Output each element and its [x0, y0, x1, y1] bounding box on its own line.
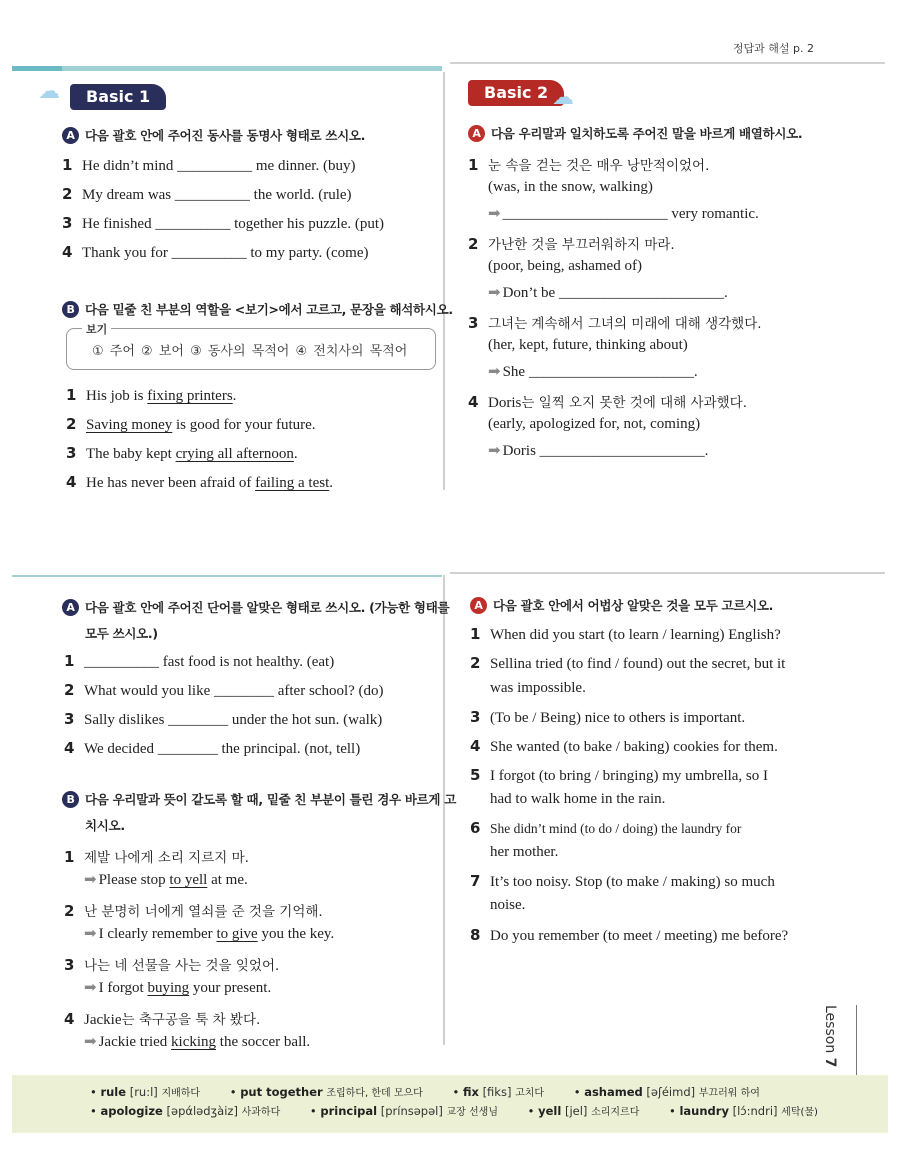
- basic1-a-item-2: 2 My dream was __________ the world. (rule): [62, 185, 352, 203]
- right-lower-rule: [450, 572, 885, 574]
- lower-left-b-item-1-ko: 1 제발 나에게 소리 지르지 마.: [64, 848, 249, 866]
- basic1-a-item-1: 1 He didn’t mind __________ me dinner. (buy): [62, 156, 356, 174]
- lower-left-a-item-3: 3 Sally dislikes ________ under the hot sun. (walk): [64, 710, 383, 728]
- lower-left-b-item-2-en: ➡ I clearly remember to give you the key.: [84, 924, 335, 942]
- section-letter: A: [62, 599, 79, 616]
- top-rule: [12, 66, 442, 71]
- basic2-item-2-answer: ➡ Don’t be ______________________.: [488, 283, 728, 301]
- basic2-item-4-hint: (early, apologized for, not, coming): [488, 416, 701, 432]
- lower-right-item-5: 5 I forgot (to bring / bringing) my umbrella, so I: [470, 766, 769, 784]
- basic2-item-3-hint: (her, kept, future, thinking about): [488, 337, 688, 353]
- vocab-item: • rule [ru:l] 지배하다: [90, 1085, 201, 1099]
- basic1-section-a-title: A 다음 괄호 안에 주어진 동사를 동명사 형태로 쓰시오.: [62, 126, 365, 144]
- lower-left-b-item-4-ko: 4 Jackie는 축구공을 툭 차 봤다.: [64, 1010, 261, 1028]
- lower-right-section-a-title: A 다음 괄호 안에서 어법상 알맞은 것을 모두 고르시오.: [470, 596, 773, 614]
- basic1-b-item-2: 2 Saving money is good for your future.: [66, 415, 316, 433]
- basic2-item-3-answer: ➡ She ______________________.: [488, 362, 698, 380]
- lower-right-item-4: 4 She wanted (to bake / baking) cookies for them.: [470, 737, 778, 755]
- basic1-a-item-3: 3 He finished __________ together his puzzle. (put): [62, 214, 385, 232]
- section-letter: B: [62, 791, 79, 808]
- basic2-item-1-ko: 1 눈 속을 걷는 것은 매우 낭만적이었어.: [468, 156, 710, 174]
- bogi-options: ① 주어 ② 보어 ③ 동사의 목적어 ④ 전치사의 목적어: [92, 344, 408, 359]
- lower-left-section-b-title-cont: 치시오.: [85, 818, 125, 833]
- lower-left-a-item-2: 2 What would you like ________ after school? (do): [64, 681, 384, 699]
- lower-right-item-5-cont: had to walk home in the rain.: [490, 791, 666, 807]
- lower-rule: [12, 575, 442, 577]
- lower-left-b-item-2-ko: 2 난 분명히 너에게 열쇠를 준 것을 기억해.: [64, 902, 323, 920]
- basic2-item-4-answer: ➡ Doris ______________________.: [488, 441, 709, 459]
- basic1-a-item-4: 4 Thank you for __________ to my party. (come): [62, 243, 369, 261]
- lesson-divider: [856, 1005, 857, 1075]
- basic1-badge: Basic 1: [70, 84, 166, 110]
- vocab-row-2: [90, 1103, 844, 1118]
- section-letter: A: [470, 597, 487, 614]
- basic2-item-4-ko: 4 Doris는 일찍 오지 못한 것에 대해 사과했다.: [468, 393, 747, 411]
- lower-left-b-item-1-en: ➡ Please stop to yell at me.: [84, 870, 248, 888]
- cloud-icon: ☁: [552, 84, 574, 109]
- lower-left-section-b-title: B 다음 우리말과 뜻이 같도록 할 때, 밑줄 친 부분이 틀린 경우 바르게 고: [62, 790, 456, 808]
- section-letter: A: [62, 127, 79, 144]
- lesson-label: Lesson 7: [822, 1005, 838, 1068]
- vocab-item: • laundry [lɔ́:ndri] 세탁(물): [669, 1104, 818, 1118]
- vocab-item: • principal [prínsəpəl] 교장 선생님: [309, 1104, 498, 1118]
- lower-right-item-6-cont: her mother.: [490, 844, 559, 860]
- lower-left-section-a-title-cont: 모두 쓰시오.): [85, 626, 158, 641]
- lower-right-item-1: 1 When did you start (to learn / learning) English?: [470, 625, 781, 643]
- bogi-label: 보기: [82, 321, 111, 337]
- column-divider-top: [443, 72, 445, 490]
- basic2-item-1-hint: (was, in the snow, walking): [488, 179, 653, 195]
- lower-left-a-item-1: 1 __________ fast food is not healthy. (eat): [64, 652, 335, 670]
- lower-left-section-a-title: A 다음 괄호 안에 주어진 단어를 알맞은 형태로 쓰시오. (가능한 형태를: [62, 598, 449, 616]
- lower-right-item-2: 2 Sellina tried (to find / found) out the secret, but it: [470, 654, 786, 672]
- vocab-item: • put together 조립하다, 한데 모으다: [229, 1085, 423, 1099]
- section-letter: A: [468, 125, 485, 142]
- basic2-item-2-hint: (poor, being, ashamed of): [488, 258, 642, 274]
- basic1-section-b-title: B 다음 밑줄 친 부분의 역할을 <보기>에서 고르고, 문장을 해석하시오.: [62, 300, 453, 318]
- answer-reference: 정답과 해설 p. 2: [732, 42, 814, 55]
- lower-right-item-7-cont: noise.: [490, 897, 526, 913]
- basic2-section-a-title: A 다음 우리말과 일치하도록 주어진 말을 바르게 배열하시오.: [468, 124, 802, 142]
- basic2-item-2-ko: 2 가난한 것을 부끄러워하지 마라.: [468, 235, 675, 253]
- basic1-b-item-3: 3 The baby kept crying all afternoon.: [66, 444, 298, 462]
- lower-right-item-7: 7 It’s too noisy. Stop (to make / making) so much: [470, 872, 775, 890]
- vocab-item: • yell [jel] 소리지르다: [527, 1104, 640, 1118]
- lower-right-item-8: 8 Do you remember (to meet / meeting) me before?: [470, 926, 789, 944]
- basic2-badge: Basic 2: [468, 80, 564, 106]
- lower-left-b-item-4-en: ➡ Jackie tried kicking the soccer ball.: [84, 1032, 311, 1050]
- vocab-row-1: [90, 1084, 786, 1099]
- lower-right-item-2-cont: was impossible.: [490, 680, 586, 696]
- lower-right-item-6: 6 She didn’t mind (to do / doing) the laundry for: [470, 819, 742, 837]
- lower-right-item-3: 3 (To be / Being) nice to others is important.: [470, 708, 746, 726]
- top-rule-accent: [12, 66, 62, 71]
- lower-left-b-item-3-en: ➡ I forgot buying your present.: [84, 978, 272, 996]
- basic2-item-3-ko: 3 그녀는 계속해서 그녀의 미래에 대해 생각했다.: [468, 314, 762, 332]
- vocab-item: • fix [fiks] 고치다: [452, 1085, 545, 1099]
- basic1-b-item-4: 4 He has never been afraid of failing a test.: [66, 473, 333, 491]
- lower-left-a-item-4: 4 We decided ________ the principal. (not, tell): [64, 739, 361, 757]
- section-letter: B: [62, 301, 79, 318]
- lower-left-b-item-3-ko: 3 나는 네 선물을 사는 것을 잊었어.: [64, 956, 280, 974]
- vocab-item: • apologize [əpάlədʒàiz] 사과하다: [90, 1104, 281, 1118]
- vocab-item: • ashamed [əʃéimd] 부끄러워 하여: [573, 1085, 760, 1099]
- right-top-rule: [450, 62, 885, 64]
- column-divider-bottom: [443, 575, 445, 1045]
- basic1-b-item-1: 1 His job is fixing printers.: [66, 386, 237, 404]
- cloud-icon: ☁: [38, 78, 60, 103]
- basic2-item-1-answer: ➡ ______________________ very romantic.: [488, 204, 759, 222]
